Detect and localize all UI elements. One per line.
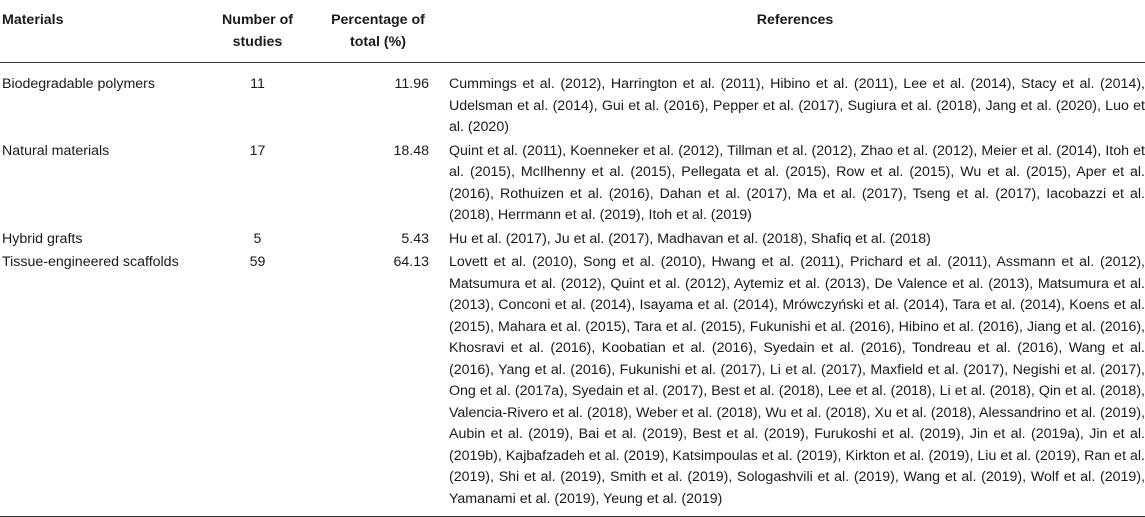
percentage-cell: 11.96 bbox=[394, 76, 429, 92]
study-count-cell: 59 bbox=[204, 251, 311, 517]
header-row bbox=[0, 0, 1145, 63]
table-row bbox=[0, 63, 1145, 140]
header-percentage: Percentage of total (%) bbox=[311, 0, 445, 63]
material-cell: Hybrid grafts bbox=[2, 230, 83, 247]
percentage-cell: 18.48 bbox=[393, 142, 429, 159]
study-count-cell: 5 bbox=[253, 230, 262, 247]
table-row bbox=[0, 140, 1145, 228]
table-row bbox=[0, 251, 1145, 517]
percentage-cell: 64.13 bbox=[311, 251, 445, 517]
header-number-of-studies: Number of studies bbox=[204, 0, 311, 63]
table-header bbox=[0, 0, 1145, 63]
references-cell: Hu et al. (2017), Ju et al. (2017), Madhavan et al. (2018), Shafiq et al. (2018) bbox=[449, 230, 931, 247]
references-cell: Cummings et al. (2012), Harrington et al. (2011), Hibino et al. (2011), Lee et al. (2014), Stacy et al. (2014), Udelsman et al. (2014), Gui et al. (2016), Pepper et al. (2017), Sugiura et al. (2018), Jang et al. (2020), Luo et al. (2020) bbox=[449, 76, 1145, 135]
material-cell: Natural materials bbox=[2, 142, 110, 159]
header-materials: Materials bbox=[0, 0, 204, 63]
references-cell: Lovett et al. (2010), Song et al. (2010), Hwang et al. (2011), Prichard et al. (2011), Assmann et al. (2012), Matsumura et al. (2012), Quint et al. (2012), Aytemiz et al. (2013), De Valence et al. (2013), Matsumura et al. (2013), Conconi et al. (2014), Isayama et al. (2014), Mrówczyński et al. (2014), Tara et al. (2014), Koens et al. (2015), Mahara et al. (2015), Tara et al. (2015), Fukunishi et al. (2016), Hibino et al. (2016), Jiang et al. (2016), Khosravi et al. (2016), Koobatian et al. (2016), Syedain et al. (2016), Tondreau et al. (2016), Wang et al. (2016), Yang et al. (2016), Fukunishi et al. (2017), Li et al. (2017), Maxfield et al. (2017), Negishi et al. (2017), Ong et al. (2017a), Syedain et al. (2017), Best et al. (2018), Lee et al. (2018), Li et al. (2018), Qin et al. (2018), Valencia-Rivero et al. (2018), Weber et al. (2018), Wu et al. (2018), Xu et al. (2018), Alessandrino et al. (2019), Aubin et al. (2019), Bai et al. (2019), Best et al. (2019), Furukoshi et al. (2019), Jin et al. (2019a), Jin et al. (2019b), Kajbafzadeh et al. (2019), Katsimpoulas et al. (2019), Kirkton et al. (2019), Liu et al. (2019), Ran et al. (2019), Shi et al. (2019), Smith et al. (2019), Sologashvili et al. (2019), Wang et al. (2019), Wolf et al. (2019), Yamanami et al. (2019), Yeung et al. (2019) bbox=[445, 251, 1145, 517]
percentage-cell: 5.43 bbox=[401, 230, 429, 247]
study-count-cell: 17 bbox=[249, 142, 266, 159]
material-cell: Biodegradable polymers bbox=[2, 76, 156, 92]
table-body bbox=[0, 63, 1145, 517]
header-references: References bbox=[445, 0, 1145, 63]
references-cell: Quint et al. (2011), Koenneker et al. (2012), Tillman et al. (2012), Zhao et al. (2012), Meier et al. (2014), Itoh et al. (2015), McIlhenny et al. (2015), Pellegata et al. (2015), Row et al. (2015), Wu et al. (2015), Aper et al. (2016), Rothuizen et al. (2016), Dahan et al. (2017), Ma et al. (2017), Tseng et al. (2017), Iacobazzi et al. (2018), Herrmann et al. (2019), Itoh et al. (2019) bbox=[449, 142, 1145, 223]
table-row bbox=[0, 228, 1145, 252]
material-cell: Tissue-engineered scaffolds bbox=[0, 251, 204, 517]
study-count-cell: 11 bbox=[250, 76, 265, 92]
